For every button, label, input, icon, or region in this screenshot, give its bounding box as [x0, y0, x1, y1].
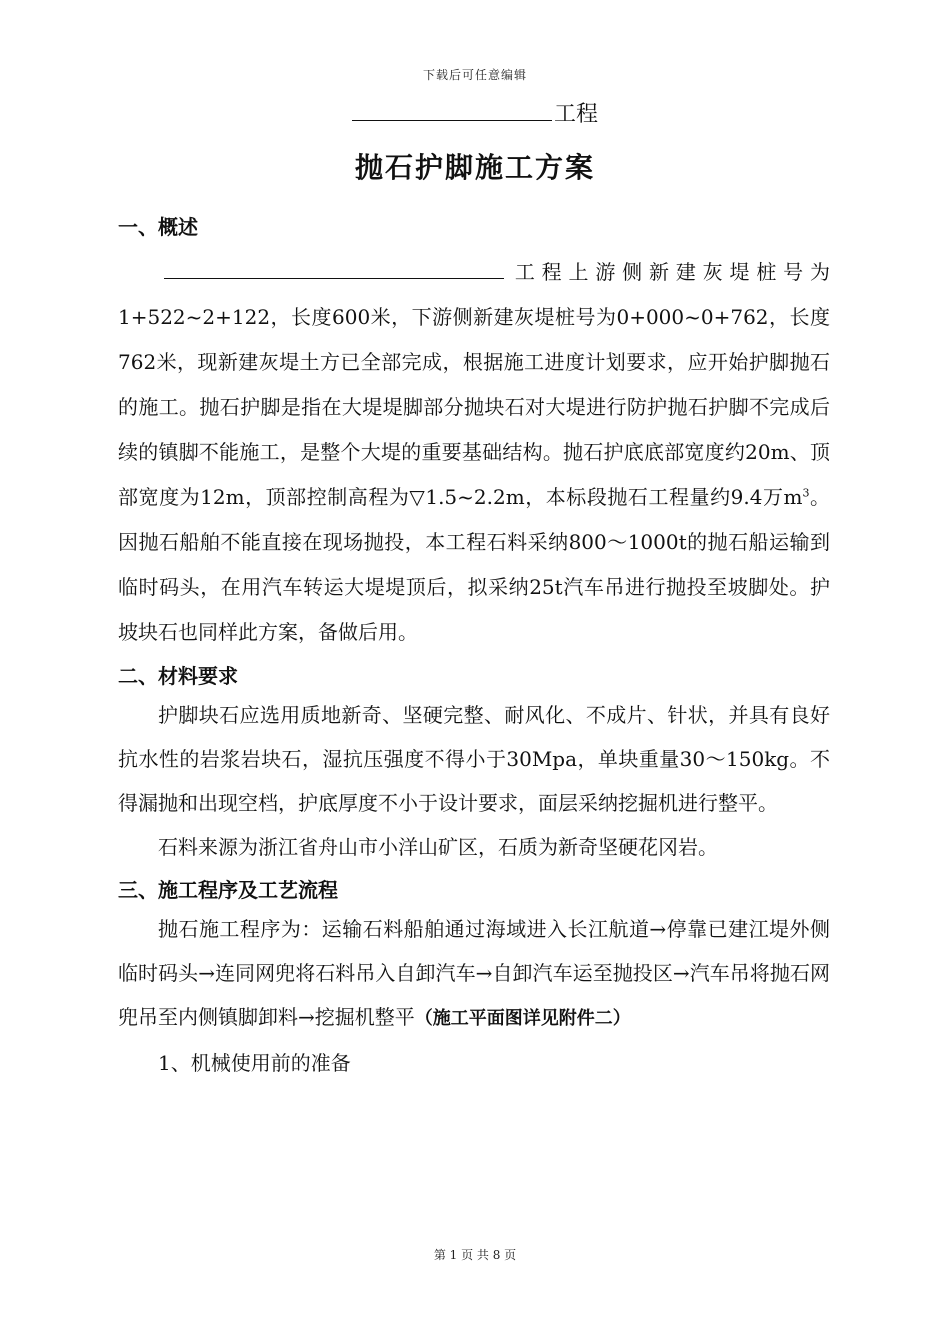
materials-paragraph-1: 护脚块石应选用质地新奇、坚硬完整、耐风化、不成片、针状，并具有良好抗水性的岩浆岩块石，湿抗压强度不得小于30Mpa，单块重量30～150kg。不得漏抛和出现空档，护底厚度不小于设计要求，面层采纳挖掘机进行整平。: [118, 703, 830, 815]
procedure-item-1: 1、机械使用前的准备: [158, 1051, 351, 1075]
procedure-paragraph: [118, 907, 830, 1041]
overview-text-a: 工程上游侧新建灰堤桩号为1+522~2+122，长度600米，下游侧新建灰堤桩号为0+000~0+762，长度762米，现新建灰堤土方已全部完成，根据施工进度计划要求，应开始护脚抛石的施工。抛石护脚是指在大堤堤脚部分抛块石对大堤进行防护抛石护脚不完成后续的镇脚不能施工，是整个大堤的重要基础结构。抛石护底底部宽度约20m、顶部宽度为12m，顶部控制高程为▽1.5~2.2m，本标段抛石工程量约9.4万m: [118, 260, 830, 509]
section-heading-procedure: 三、施工程序及工艺流程: [118, 878, 338, 902]
document-body: [118, 210, 830, 1085]
procedure-text: 抛石施工程序为：运输石料船舶通过海域进入长江航道→停靠已建江堤外侧临时码头→连同网兜将石料吊入自卸汽车→自卸汽车运至抛投区→汽车吊将抛石网兜吊至内侧镇脚卸料→挖掘机整平: [118, 917, 830, 1029]
cubic-superscript: 3: [802, 486, 810, 500]
section-heading-materials: 二、材料要求: [118, 664, 238, 688]
overview-paragraph: [118, 250, 830, 655]
materials-paragraph-2: 石料来源为浙江省舟山市小洋山矿区，石质为新奇坚硬花冈岩。: [158, 835, 718, 859]
project-suffix: 工程: [553, 102, 598, 127]
overview-text-b: 。因抛石船舶不能直接在现场抛投，本工程石料采纳800～1000t的抛石船运输到临时码头，在用汽车转运大堤堤顶后，拟采纳25t汽车吊进行抛投至坡脚处。护坡块石也同样此方案，备做后用。: [118, 485, 831, 644]
project-title-line: [0, 100, 950, 130]
section-heading-overview: 一、概述: [118, 215, 198, 239]
project-name-blank-inline: [164, 256, 504, 279]
procedure-appendix-note: （施工平面图详见附件二）: [414, 1008, 631, 1029]
header-note: 下载后可任意编辑: [422, 68, 527, 82]
project-name-blank: [352, 100, 552, 121]
document-title: 抛石护脚施工方案: [354, 151, 595, 184]
page-footer: 第 1 页 共 8 页: [433, 1248, 517, 1262]
